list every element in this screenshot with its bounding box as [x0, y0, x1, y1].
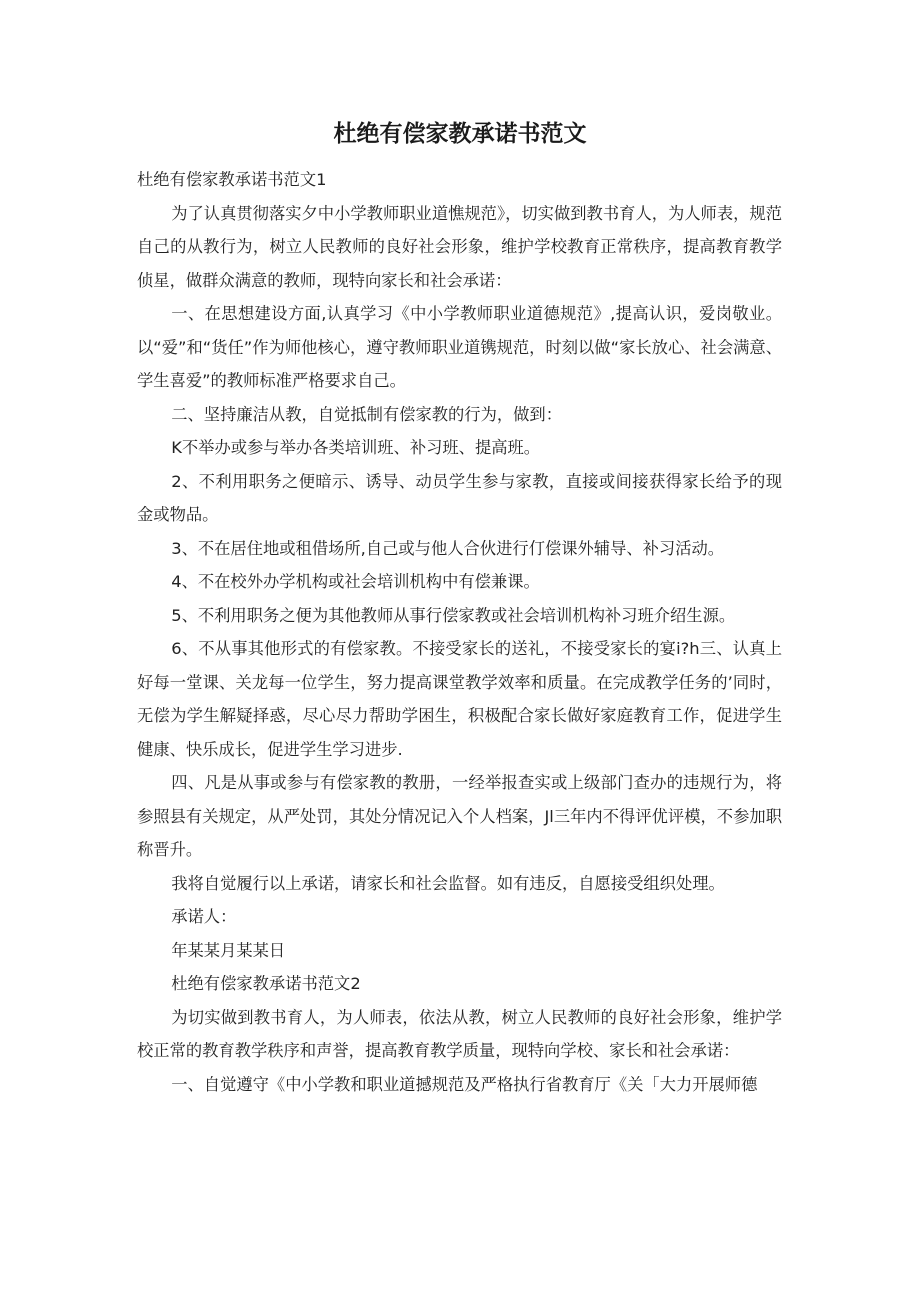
paragraph-commitment: 我将自觉履行以上承诺，请家长和社会监督。如有违反，自愿接受组织处理。	[171, 873, 725, 893]
document-title: 杜绝有偿家教承诺书范文	[333, 121, 587, 147]
document-body	[137, 163, 782, 1101]
list-item-2: 2、不利用职务之便暗示、诱导、动员学生参与家教，直接或间接获得家长给予的现金或物品。	[137, 471, 782, 524]
paragraph-point-4: 四、凡是从事或参与有偿家教的教册，一经举报查实或上级部门查办的违规行为，将参照县有关规定，从严处罚，其处分情况记入个人档案，Jl三年内不得评优评模，不参加职称晋升。	[137, 773, 782, 859]
list-item-6: 6、不从事其他形式的有偿家教。不接受家长的送礼，不接受家长的宴i?h三、认真上好每一堂课、关龙每一位学生，努力提高课堂教学效率和质量。在完成教学任务的’同时，无偿为学生解疑择惑，尽心尽力帮助学困生，积极配合家长做好家庭教育工作，促进学生健康、快乐成长，促进学生学习进步.	[137, 639, 782, 759]
list-item-1: K不举办或参与举办各类培训班、补习班、提高班。	[171, 438, 541, 457]
section-heading-2: 杜绝有偿家教承诺书范文2	[171, 974, 361, 993]
paragraph-intro-2: 为切实做到教书育人，为人师表，依法从教，树立人民教师的良好社会形象，维护学校正常的教育教学秩序和声誉，提高教育教学质量，现特向学校、家长和社会承诺：	[137, 1007, 782, 1060]
list-item-4: 4、不在校外办学机构或社会培训机构中有偿兼课。	[171, 572, 540, 591]
date-line: 年某某月某某日	[171, 940, 286, 960]
signature-label: 承诺人：	[171, 907, 237, 926]
paragraph-point-2: 二、坚持廉洁从教，自觉抵制有偿家教的行为，做到：	[171, 404, 562, 424]
list-item-3: 3、不在居住地或租借场所,自己或与他人合伙进行仃偿课外辅导、补习活动。	[171, 538, 725, 558]
paragraph-point-1: 一、在思想建设方面,认真学习《中小学教师职业道德规范》,提高认识，爱岗敬业。以“爱”和“货任”作为师他核心，遵守教师职业道镌规范，时刻以做“家长放心、社会满意、学生喜爱”的教师标准严格要求自己。	[137, 304, 782, 390]
section-heading-1: 杜绝有偿家教承诺书范文1	[137, 170, 327, 189]
paragraph-intro-1: 为了认真贯彻落实夕中小学教师职业道憔规范》，切实做到教书育人，为人师表，规范自己的从教行为，树立人民教师的良好社会形象，维护学校教育正常秩序，提高教育教学侦星，做群众满意的教师，现特向家长和社会承诺：	[137, 203, 782, 290]
paragraph-point-2-1: 一、自觉遵守《中小学教和职业道撼规范及严格执行省教育厅《关「大力开展师德	[171, 1074, 758, 1094]
list-item-5: 5、不利用职务之便为其他教师从事行偿家教或社会培训机构补习班介绍生源。	[171, 605, 736, 625]
